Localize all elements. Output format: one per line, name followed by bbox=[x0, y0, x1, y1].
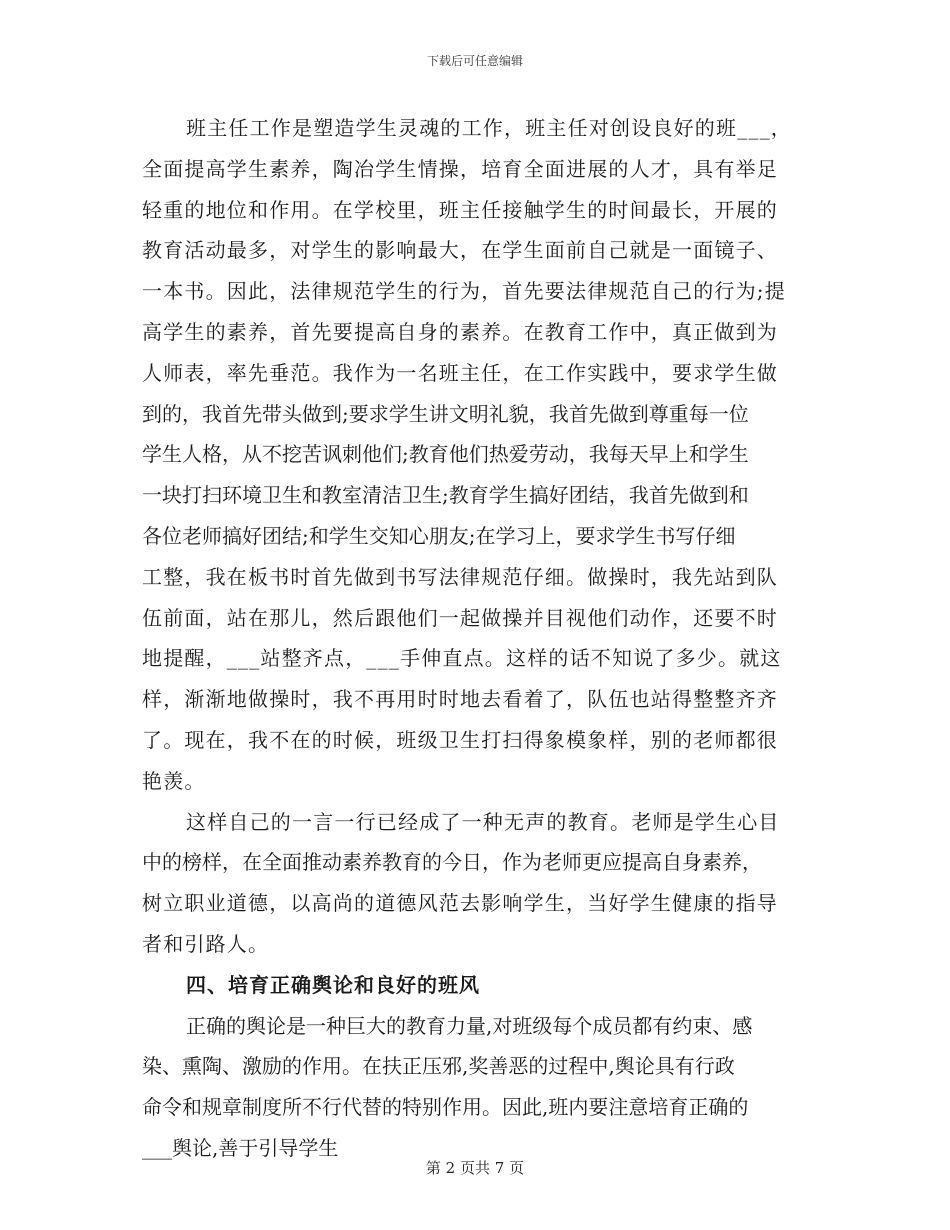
text-line: 班主任工作是塑造学生灵魂的工作，班主任对创设良好的班___， bbox=[186, 116, 792, 140]
text-line: 教育活动最多，对学生的影响最大，在学生面前自己就是一面镜子、 bbox=[142, 238, 778, 263]
text-line: 正确的舆论是一种巨大的教育力量,对班级每个成员都有约束、感 bbox=[186, 1013, 753, 1038]
page-header: 下载后可任意编辑 bbox=[426, 54, 523, 68]
text-line: 者和引路人。 bbox=[142, 931, 270, 956]
section-heading: 四、培育正确舆论和良好的班风 bbox=[186, 972, 480, 997]
text-line: 各位老师搞好团结;和学生交知心朋友;在学习上，要求学生书写仔细 bbox=[142, 523, 736, 548]
text-line: 轻重的地位和作用。在学校里，班主任接触学生的时间最长，开展的 bbox=[142, 197, 778, 222]
text-line: 艳羡。 bbox=[142, 768, 206, 793]
text-line: 全面提高学生素养，陶冶学生情操，培育全面进展的人才，具有举足 bbox=[142, 156, 778, 181]
text-line: 了。现在，我不在的时候，班级卫生打扫得象模象样，别的老师都很 bbox=[142, 727, 778, 752]
text-line: 样，渐渐地做操时，我不再用时时地去看着了，队伍也站得整整齐齐 bbox=[142, 687, 778, 712]
text-line: 命令和规章制度所不行代替的特别作用。因此,班内要注意培育正确的 bbox=[142, 1095, 749, 1120]
text-line: 染、熏陶、激励的作用。在扶正压邪,奖善恶的过程中,舆论具有行政 bbox=[142, 1054, 735, 1079]
text-line: 一本书。因此，法律规范学生的行为，首先要法律规范自己的行为;提 bbox=[142, 279, 786, 304]
text-line: 中的榜样，在全面推动素养教育的今日，作为老师更应提高自身素养， bbox=[142, 850, 762, 875]
text-line: 树立职业道德，以高尚的道德风范去影响学生，当好学生健康的指导 bbox=[142, 891, 778, 916]
text-line: 地提醒，___站整齐点，___手伸直点。这样的话不知说了多少。就这 bbox=[142, 646, 782, 671]
text-line: 一块打扫环境卫生和教室清洁卫生;教育学生搞好团结，我首先做到和 bbox=[142, 483, 749, 508]
page-number: 第 2 页共 7 页 bbox=[425, 1159, 525, 1177]
text-line: 到的，我首先带头做到;要求学生讲文明礼貌，我首先做到尊重每一位 bbox=[142, 401, 749, 426]
text-line: 人师表，率先垂范。我作为一名班主任，在工作实践中，要求学生做 bbox=[142, 360, 778, 385]
text-line: 这样自己的一言一行已经成了一种无声的教育。老师是学生心目 bbox=[186, 809, 780, 834]
text-line: 伍前面，站在那儿，然后跟他们一起做操并目视他们动作，还要不时 bbox=[142, 605, 778, 630]
text-line: 工整，我在板书时首先做到书写法律规范仔细。做操时，我先站到队 bbox=[142, 564, 778, 589]
text-line: ___舆论,善于引导学生 bbox=[142, 1135, 339, 1160]
text-line: 高学生的素养，首先要提高自身的素养。在教育工作中，真正做到为 bbox=[142, 319, 778, 344]
document-body bbox=[142, 108, 814, 1169]
text-line: 学生人格，从不挖苦讽刺他们;教育他们热爱劳动，我每天早上和学生 bbox=[142, 442, 749, 467]
